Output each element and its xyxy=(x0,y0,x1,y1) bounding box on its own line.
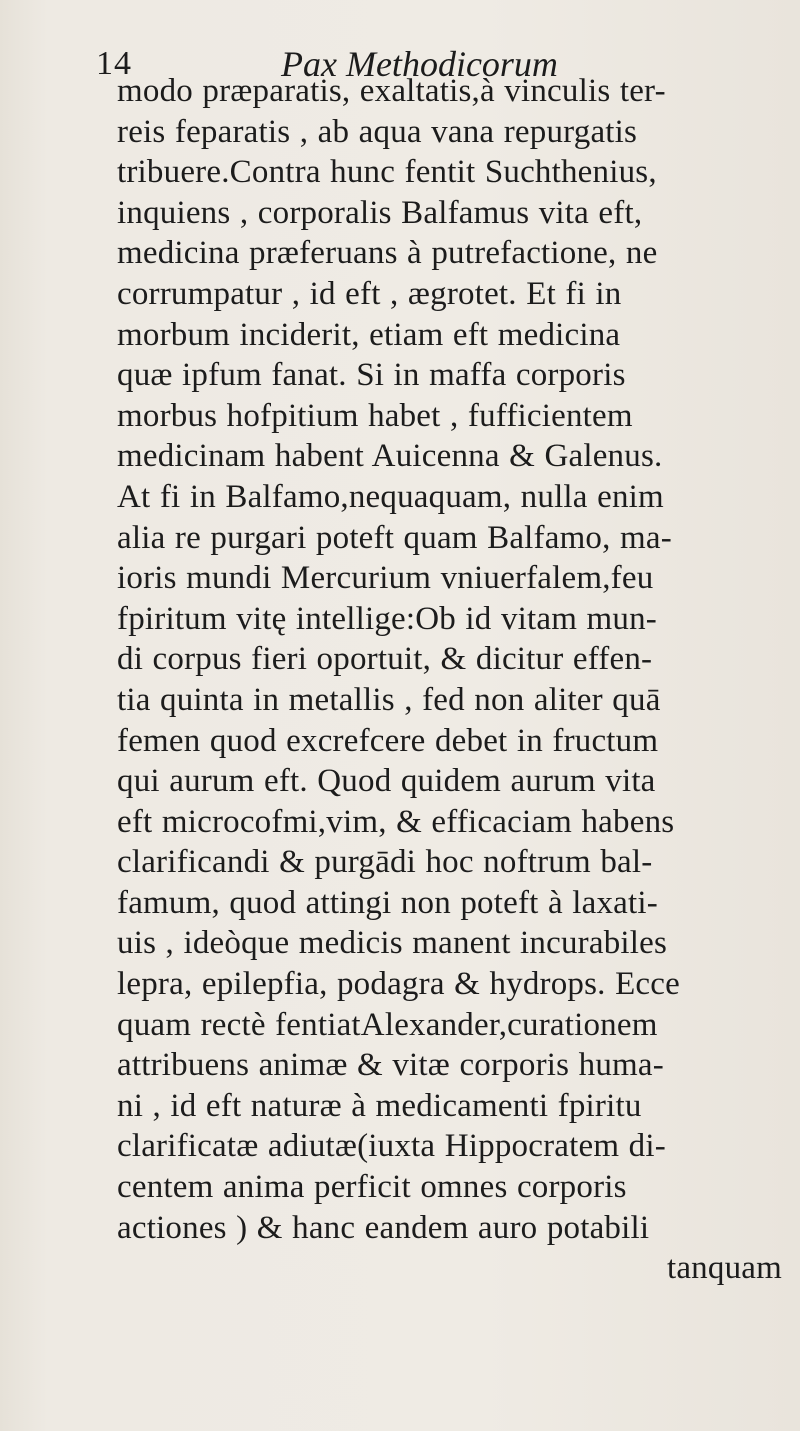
text-line: centem anima perficit omnes corporis xyxy=(117,1169,627,1206)
text-line: fpiritum vitę intellige:Ob id vitam mun- xyxy=(117,600,658,637)
text-line: medicina præferuans à putrefactione, ne xyxy=(117,235,658,272)
text-line: ioris mundi Mercurium vniuerfalem,feu xyxy=(117,560,654,597)
text-line: corrumpatur , id eft , ægrotet. Et fi in xyxy=(117,275,622,312)
text-line: clarificatæ adiutæ(iuxta Hippocratem di- xyxy=(117,1128,666,1165)
text-line: morbum inciderit, etiam eft medicina xyxy=(117,316,621,353)
text-line: alia re purgari poteft quam Balfamo, ma- xyxy=(117,519,672,556)
text-line: tia quinta in metallis , fed non aliter quā xyxy=(117,681,661,718)
text-line: eft microcofmi,vim, & efficaciam habens xyxy=(117,803,675,840)
text-line: uis , ideòque medicis manent incurabiles xyxy=(117,925,668,962)
text-line: actiones ) & hanc eandem auro potabili xyxy=(117,1209,650,1246)
text-line: di corpus fieri oportuit, & dicitur effen- xyxy=(117,641,653,678)
text-line: morbus hofpitium habet , fufficientem xyxy=(117,397,633,434)
page-number: 14 xyxy=(96,45,132,82)
text-line: quæ ipfum fanat. Si in maffa corporis xyxy=(117,357,626,394)
text-line: femen quod excrefcere debet in fructum xyxy=(117,722,659,759)
text-line: reis feparatis , ab aqua vana repurgatis xyxy=(117,113,638,150)
body-text xyxy=(117,71,792,1289)
text-line: quam rectè fentiatAlexander,curationem xyxy=(117,1006,658,1043)
text-line: At fi in Balfamo,nequaquam, nulla enim xyxy=(117,478,664,515)
text-line: medicinam habent Auicenna & Galenus. xyxy=(117,438,663,475)
text-line: famum, quod attingi non poteft à laxati- xyxy=(117,884,658,921)
text-line: ni , id eft naturæ à medicamenti fpiritu xyxy=(117,1087,642,1124)
text-line: tribuere.Contra hunc fentit Suchthenius, xyxy=(117,154,657,191)
text-line: attribuens animæ & vitæ corporis huma- xyxy=(117,1047,664,1084)
catchword: tanquam xyxy=(666,1250,782,1287)
text-line: clarificandi & purgādi hoc noftrum bal- xyxy=(117,844,653,881)
text-line: inquiens , corporalis Balfamus vita eft, xyxy=(117,194,643,231)
text-line: qui aurum eft. Quod quidem aurum vita xyxy=(117,763,656,800)
running-head: Pax Methodicorum xyxy=(281,44,558,84)
text-line: modo præparatis, exaltatis,à vinculis ter- xyxy=(117,73,666,109)
text-line: lepra, epilepfia, podagra & hydrops. Ecce xyxy=(117,966,680,1003)
